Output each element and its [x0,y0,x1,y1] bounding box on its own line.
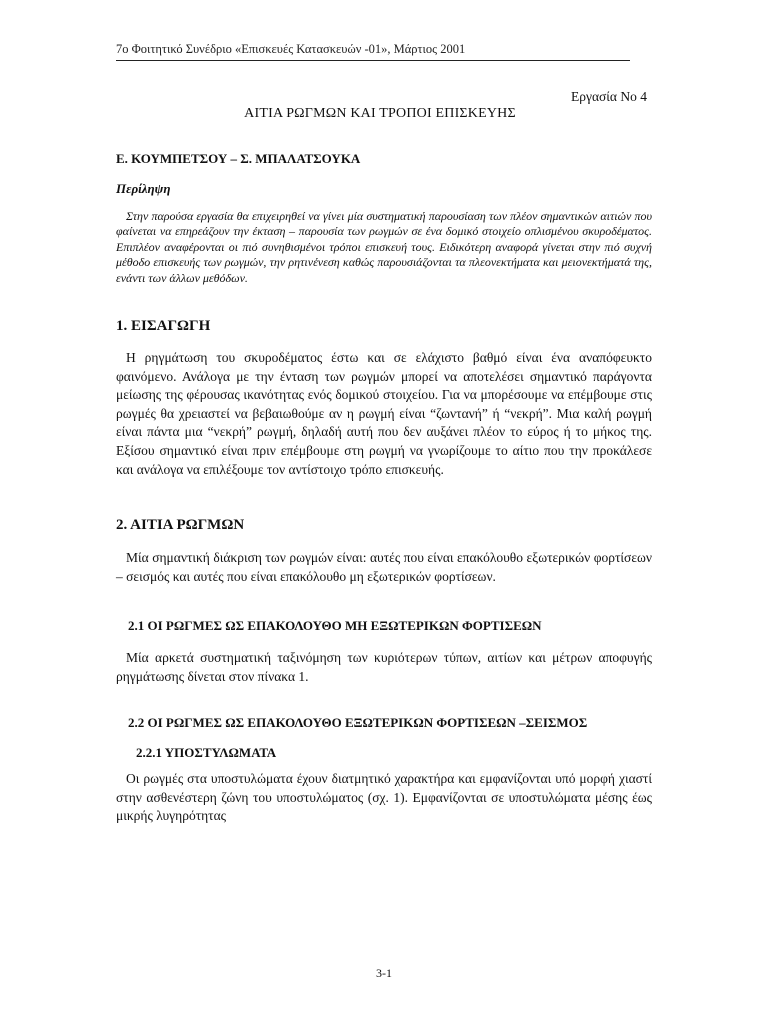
authors: Ε. ΚΟΥΜΠΕΤΣΟΥ – Σ. ΜΠΑΛΑΤΣΟΥΚΑ [116,151,361,166]
section-2-text: Μία σημαντική διάκριση των ρωγμών είναι: αυτές που είναι επακόλουθο εξωτερικών φορτίσεων – σεισμός και αυτές που είναι επακόλουθο μη εξωτερικών φορτίσεων. [116,550,652,584]
section-1-text: Η ρηγμάτωση του σκυροδέματος έστω και σε ελάχιστο βαθμό είναι ένα αναπόφευκτο φαινόμενο. Ανάλογα με την ένταση των ρωγμών μπορεί να αποτελέσει σημαντικό παράγοντα μείωσης της φέρουσας ικανότητας ενός δομικού στοιχείου. Για να μπορέσουμε να επέμβουμε στις ρωγμές θα χρειαστεί να βεβαιωθούμε αν η ρωγμή είναι “ζωντανή” ή “νεκρή”. Μια καλή ρωγμή είναι πάντα μια “νεκρή” ρωγμή, δηλαδή αυτή που δεν αυξάνει πλέον το εύρος ή το μήκος της. Εξίσου σημαντικό είναι πριν επέμβουμε στη ρωγμή να γνωρίζουμε το αίτιο που την προκάλεσε και ανάλογα να επιλέξουμε τον αντίστοιχο τρόπο επισκευής. [116,350,652,477]
abstract-heading: Περίληψη [116,181,171,196]
section-2-1-heading: 2.1 ΟΙ ΡΩΓΜΕΣ ΩΣ ΕΠΑΚΟΛΟΥΘΟ ΜΗ ΕΞΩΤΕΡΙΚΩΝ ΦΟΡΤΙΣΕΩΝ [128,618,542,633]
section-2-2-1-heading: 2.2.1 ΥΠΟΣΤΥΛΩΜΑΤΑ [136,745,277,760]
section-2-2-heading: 2.2 ΟΙ ΡΩΓΜΕΣ ΩΣ ΕΠΑΚΟΛΟΥΘΟ ΕΞΩΤΕΡΙΚΩΝ ΦΟΡΤΙΣΕΩΝ –ΣΕΙΣΜΟΣ [128,715,588,730]
page-title: ΑΙΤΙΑ ΡΩΓΜΩΝ ΚΑΙ ΤΡΟΠΟΙ ΕΠΙΣΚΕΥΗΣ [244,106,516,121]
section-2-1-text: Μία αρκετά συστηματική ταξινόμηση των κυριότερων τύπων, αιτίων και μέτρων αποφυγής ρηγμάτωσης δίνεται στον πίνακα 1. [116,650,652,684]
section-2-heading: 2. ΑΙΤΙΑ ΡΩΓΜΩΝ [116,517,245,533]
page-number: 3-1 [376,966,392,980]
abstract-text: Στην παρούσα εργασία θα επιχειρηθεί να γίνει μία συστηματική παρουσίαση των πλέον σημαντικών αιτιών που φαίνεται να επηρεάζουν την έκταση – παρουσία των ρωγμών σε ένα δομικό στοιχείο οπλισμένου σκυροδέματος. Επιπλέον αναφέρονται οι πιό συνηθισμένοι τρόποι επισκευή τους. Ειδικότερη αναφορά γίνεται στην πιό συχνή μέθοδο επισκευής των ρωγμών, την ρητινένεση καθώς παρουσιάζονται τα πλεονεκτήματα και μειονεκτήματά της, ενάντι των άλλων μεθόδων. [116,209,652,285]
paper-number: Εργασία Νο 4 [571,89,648,104]
section-1-heading: 1. ΕΙΣΑΓΩΓΗ [116,318,211,334]
running-header: 7ο Φοιτητικό Συνέδριο «Επισκευές Κατασκευών -01», Μάρτιος 2001 [116,42,630,61]
section-2-2-1-text: Οι ρωγμές στα υποστυλώματα έχουν διατμητικό χαρακτήρα και εμφανίζονται υπό μορφή χιαστί στην ασθενέστερη ζώνη του υποστυλώματος (σχ. 1). Εμφανίζονται σε υποστυλώματα μέσης έως μικρής λυγηρότητας [116,771,652,824]
